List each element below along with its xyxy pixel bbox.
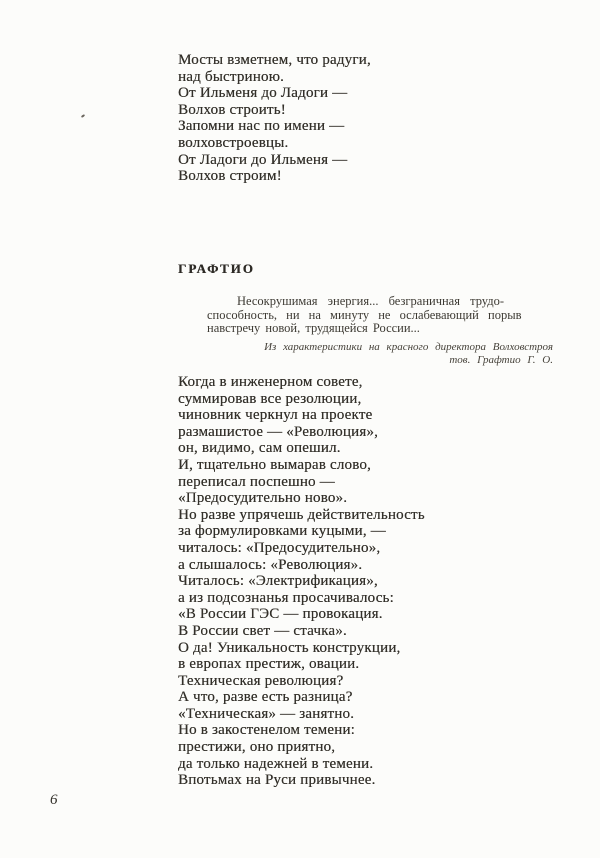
epigraph-attribution [207, 341, 553, 367]
poem-line: И, тщательно вымарав слово, [178, 456, 371, 473]
poem-line: «Предосудительно ново». [178, 490, 348, 507]
poem-line: Но разве упрячешь действительность [178, 506, 425, 523]
poem-line: В России свет — стачка». [178, 622, 347, 639]
poem-line: От Ильменя до Ладоги — [178, 85, 348, 102]
poem-line: От Ладоги до Ильменя — [178, 151, 348, 168]
poem-line: Читалось: «Электрификация», [178, 573, 378, 590]
epigraph-line: Несокрушимая энергия... безграничная трудо- [237, 294, 505, 308]
poem-line: А что, разве есть разница? [178, 689, 353, 706]
poem-line: волховстроевцы. [178, 134, 289, 151]
attribution-line: тов. Графтио Г. О. [449, 354, 553, 366]
poem-line: в европах престиж, овации. [178, 656, 360, 673]
attribution-line: Из характеристики на красного директора Волховстроя [264, 341, 553, 353]
intro-stanza [178, 52, 371, 185]
poem-line: читалось: «Предосудительно», [178, 539, 381, 556]
poem-line: размашистое — «Революция», [178, 423, 379, 440]
poem-line: Впотьмах на Руси привычнее. [178, 772, 376, 789]
epigraph [207, 295, 553, 336]
epigraph-line: навстречу новой, трудящейся России... [207, 321, 420, 335]
poem-line: «Техническая» — занятно. [178, 705, 355, 722]
poem-line: над быстриною. [178, 68, 284, 85]
poem-line: переписал поспешно — [178, 473, 335, 490]
poem-line: Волхов строим! [178, 168, 282, 185]
poem-line: суммировав все резолюции, [178, 390, 362, 407]
poem-line: Волхов строить! [178, 101, 286, 118]
poem-line: Когда в инженерном совете, [178, 374, 363, 390]
poem-line: О да! Уникальность конструкции, [178, 639, 401, 656]
poem-line: престижи, оно приятно, [178, 739, 336, 756]
poem-line: Запомни нас по имени — [178, 118, 345, 135]
poem-line: Мосты взметнем, что радуги, [178, 52, 371, 68]
poem-body [178, 374, 425, 789]
poem-line: да только надежней в темени. [178, 755, 374, 772]
poem-line: Техническая революция? [178, 672, 344, 689]
poem-line: Но в закостенелом темени: [178, 722, 355, 739]
poem-line: он, видимо, сам опешил. [178, 440, 341, 457]
poem-line: а из подсознанья просачивалось: [178, 589, 394, 606]
epigraph-line: способность, ни на минуту не ослабевающий порыв [207, 307, 522, 322]
poem-line: за формулировками куцыми, — [178, 523, 386, 540]
scan-speck [81, 114, 85, 118]
poem-line: а слышалось: «Революция». [178, 556, 363, 573]
poem-line: «В России ГЭС — провокация. [178, 606, 383, 623]
section-heading: ГРАФТИО [178, 261, 255, 276]
page-number: 6 [50, 792, 58, 808]
poem-line: чиновник черкнул на проекте [178, 407, 373, 424]
